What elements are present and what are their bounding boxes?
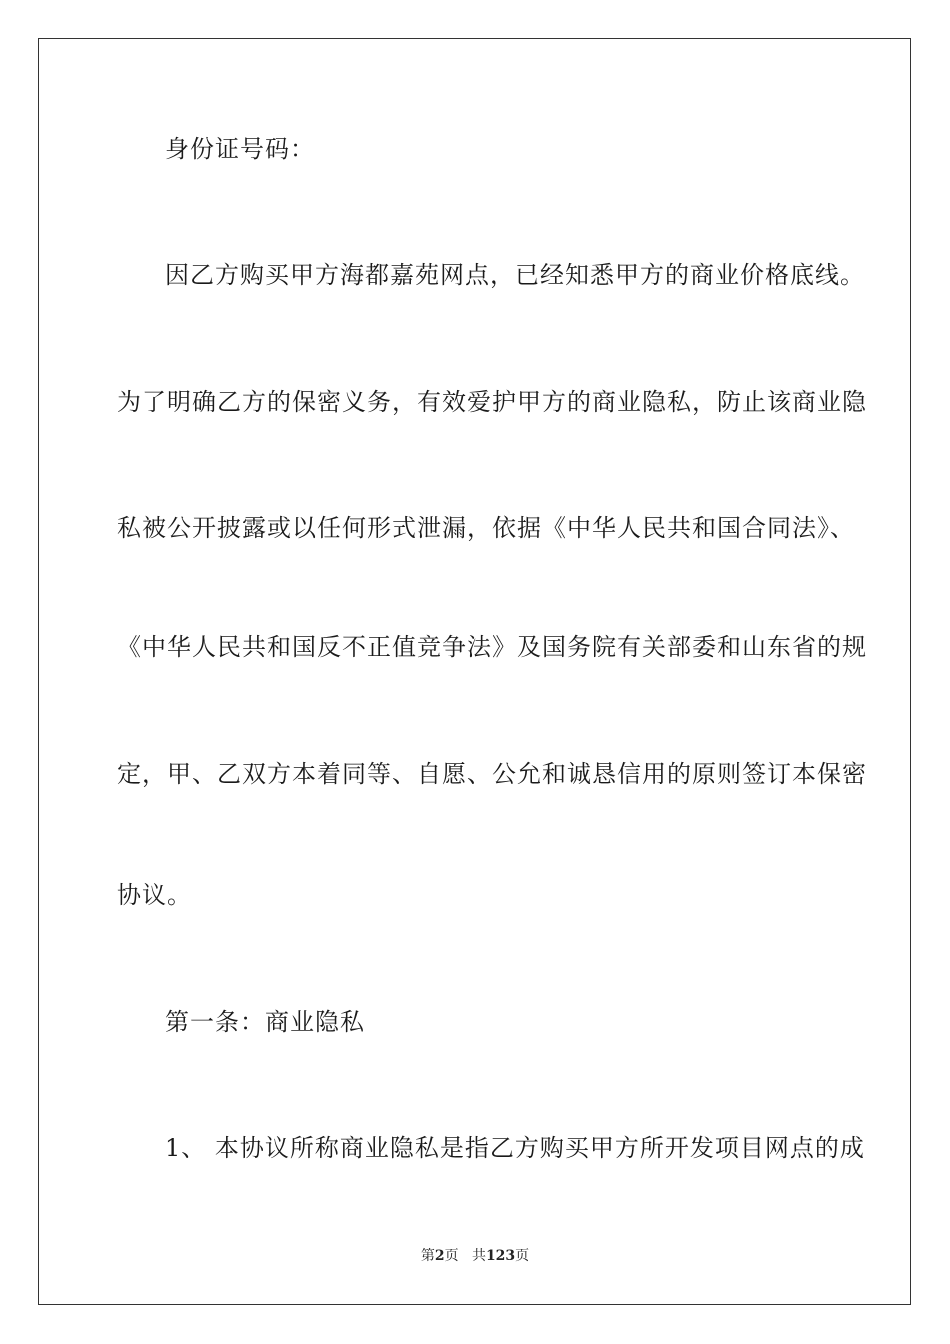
paragraph-line: 定，甲、乙双方本着同等、自愿、公允和诚恳信用的原则签订本保密 [117,760,867,788]
paragraph-line: 因乙方购买甲方海都嘉苑网点，已经知悉甲方的商业价格底线。 [165,261,865,289]
page-footer [0,1247,950,1265]
footer-page-number: 2 [434,1248,445,1264]
paragraph-line: 协议。 [117,881,192,909]
paragraph-line: 《中华人民共和国反不正值竞争法》及国务院有关部委和山东省的规 [117,633,867,661]
footer-total-prefix: 共 [471,1248,486,1264]
paragraph-line: 私被公开披露或以任何形式泄漏，依据《中华人民共和国合同法》、 [117,514,855,542]
page-frame [38,38,911,1305]
footer-page-prefix: 第 [420,1248,435,1264]
footer-total-unit: 页 [515,1248,530,1264]
paragraph-line: 为了明确乙方的保密义务，有效爱护甲方的商业隐私，防止该商业隐 [117,388,867,416]
id-number-label: 身份证号码： [165,135,315,163]
footer-total-pages: 123 [485,1248,516,1264]
footer-page-unit: 页 [444,1248,459,1264]
section-heading: 第一条：商业隐私 [165,1008,365,1036]
clause-line: 1、 本协议所称商业隐私是指乙方购买甲方所开发项目网点的成 [165,1134,865,1162]
